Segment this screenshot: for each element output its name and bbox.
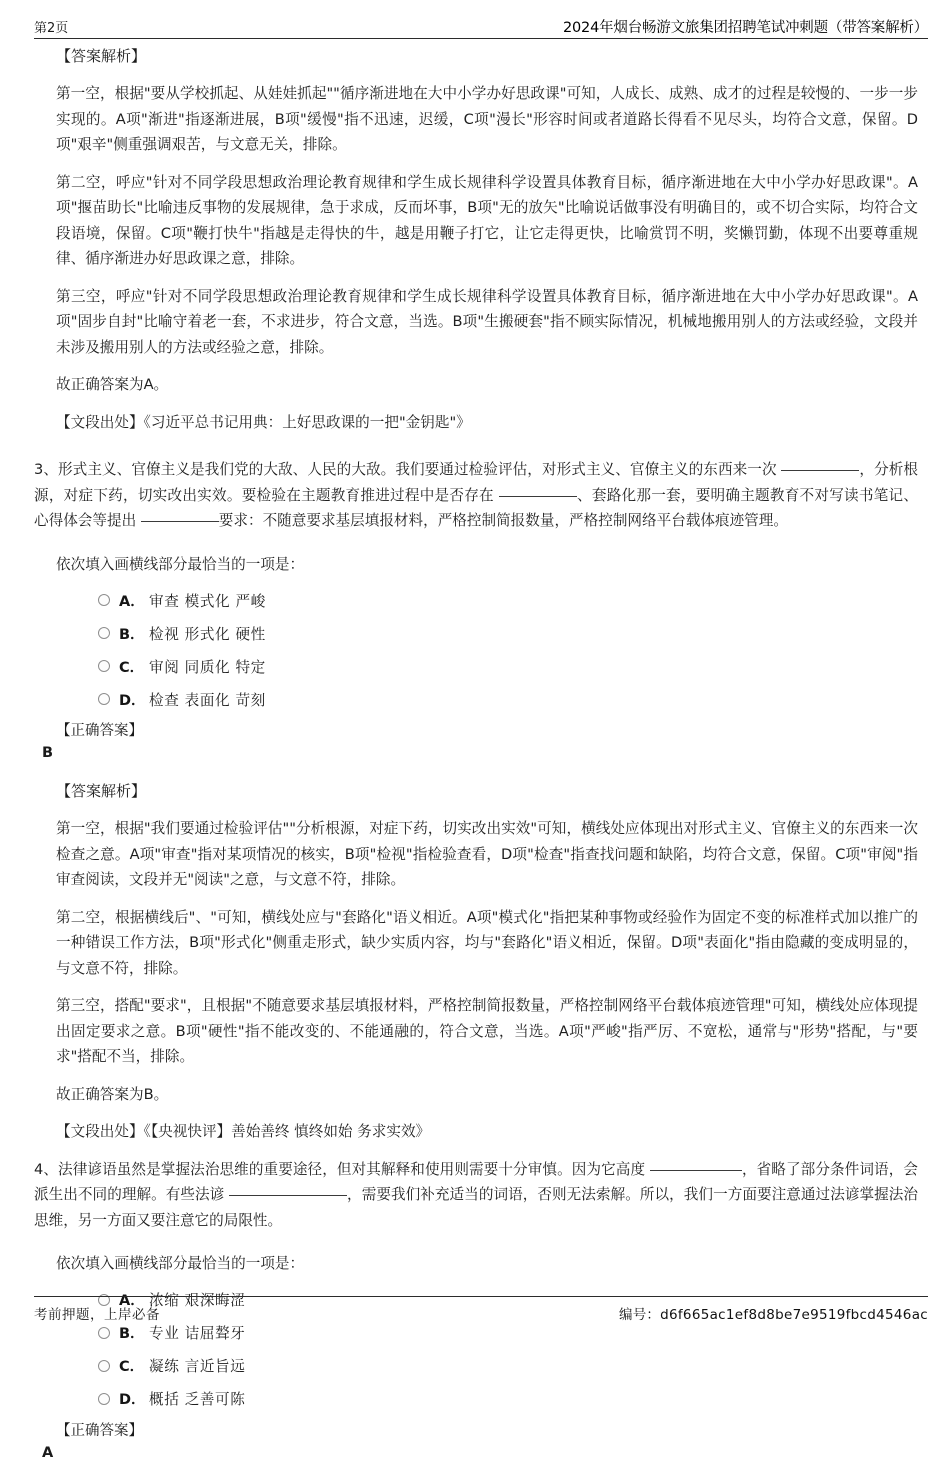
q3-stem-seg-3: 、套路化那一套，要明确主题教育不对写读书笔记、心得体会等提出 [34, 486, 918, 529]
page-number-label: 第2页 [34, 21, 69, 36]
spacer [34, 447, 918, 457]
option-text: 审阅 同质化 特定 [149, 658, 266, 676]
footer-code-value: d6f665ac1ef8d8be7e9519fbcd4546ac [660, 1307, 928, 1323]
option-text: 浓缩 艰深晦涩 [149, 1292, 246, 1309]
option-letter: A． [119, 593, 145, 610]
page-footer [34, 1296, 928, 1323]
option-letter: B． [119, 626, 145, 643]
option-letter: B． [119, 1326, 145, 1342]
radio-button-icon[interactable] [98, 1360, 110, 1372]
footer-code [619, 1303, 928, 1323]
question-3-answer-value: B [42, 745, 54, 761]
option-c[interactable] [98, 1353, 918, 1379]
option-d[interactable] [98, 1386, 918, 1412]
question-3-answer-label: 【正确答案】 [56, 723, 143, 739]
page-header [34, 10, 928, 39]
question-4-stem [34, 1157, 918, 1234]
option-letter: A． [119, 1293, 145, 1309]
q2-analysis-title: 【答案解析】 [56, 47, 147, 65]
q3-analysis-paragraph-1: 第一空，根据"我们要通过检验评估""分析根源，对症下药，切实改出实效"可知，横线处应体现出对形式主义、官僚主义的东西来一次检查之意。A项"审查"指对某项情况的核实，B项"检视"指检验查看，D项"检查"指查找问题和缺陷，均符合文意，保留。C项"审阅"指审查阅读，文段并无"阅读"之意，与文意不符，排除。 [56, 820, 918, 888]
option-b[interactable] [98, 1320, 918, 1346]
option-letter: D． [119, 1392, 146, 1408]
q2-analysis-paragraph-1: 第一空，根据"要从学校抓起、从娃娃抓起""循序渐进地在大中小学办好思政课"可知，人成长、成熟、成才的过程是较慢的、一步一步实现的。A项"渐进"指逐渐进展，B项"缓慢"指不迅速，迟缓，C项"漫长"形容时间或者道路长得看不见尽头，均符合文意，保留。D项"艰辛"侧重强调艰苦，与文意无关，排除。 [56, 85, 918, 153]
option-text: 检视 形式化 硬性 [149, 625, 266, 643]
radio-button-icon[interactable] [98, 1393, 110, 1405]
option-text: 概括 乏善可陈 [149, 1391, 246, 1408]
option-d[interactable] [98, 686, 918, 712]
q3-analysis-title: 【答案解析】 [56, 782, 147, 800]
q3-stem-seg-4: 要求：不随意要求基层填报材料，严格控制简报数量，严格控制网络平台载体痕迹管理。 [218, 512, 788, 529]
radio-button-icon[interactable] [98, 1327, 110, 1339]
footer-note: 考前押题，上岸必备 [34, 1307, 160, 1323]
question-4-answer-label: 【正确答案】 [56, 1422, 143, 1439]
q4-blank-1 [650, 1170, 742, 1171]
q3-blank-2 [499, 496, 577, 497]
option-letter: C． [119, 1359, 145, 1375]
document-content [34, 44, 918, 1479]
q2-source [56, 410, 918, 436]
document-title: 2024年烟台畅游文旅集团招聘笔试冲刺题（带答案解析） [563, 20, 928, 36]
question-4-answer-value: A [42, 1444, 54, 1461]
q4-blank-2 [229, 1195, 347, 1196]
q3-source-text: 《【央视快评】善始善终 慎终如始 务求实效》 [143, 1123, 431, 1140]
option-b[interactable] [98, 620, 918, 646]
option-text: 专业 诘屈聱牙 [149, 1325, 246, 1342]
q4-stem-seg-2: ，省略了部分条件词语，会派生出不同的理解。有些法谚 [34, 1160, 918, 1203]
footer-code-label: 编号： [619, 1307, 661, 1323]
q3-blank-1 [781, 470, 859, 471]
option-a[interactable] [98, 587, 918, 613]
option-c[interactable] [98, 653, 918, 679]
radio-button-icon[interactable] [98, 693, 110, 705]
q3-source-label: 【文段出处】 [56, 1123, 144, 1140]
option-text: 凝练 言近旨远 [149, 1358, 246, 1375]
option-letter: D． [119, 692, 146, 709]
q3-source [56, 1119, 918, 1145]
option-text: 审查 模式化 严峻 [149, 592, 266, 610]
radio-button-icon[interactable] [98, 660, 110, 672]
q4-stem-seg-3: ，需要我们补充适当的词语，否则无法索解。所以，我们一方面要注意通过法谚掌握法治思维，另一方面又要注意它的局限性。 [34, 1186, 918, 1229]
q2-analysis-paragraph-3: 第三空，呼应"针对不同学段思想政治理论教育规律和学生成长规律科学设置具体教育目标，循序渐进地在大中小学办好思政课"。A项"固步自封"比喻守着老一套，不求进步，符合文意，当选。B项"生搬硬套"指不顾实际情况，机械地搬用别人的方法或经验，文段并未涉及搬用别人的方法或经验之意，排除。 [56, 287, 918, 356]
q2-analysis-paragraph-2: 第二空，呼应"针对不同学段思想政治理论教育规律和学生成长规律科学设置具体教育目标，循序渐进地在大中小学办好思政课"。A项"揠苗助长"比喻违反事物的发展规律，急于求成，反而坏事，B项"无的放矢"比喻说话做事没有明确目的，或不切合实际，均符合文段语境，保留。C项"鞭打快牛"指越是走得快的牛，越是用鞭子打它，让它走得更快，比喻赏罚不明，奖懒罚勤，体现不出要尊重规律、循序渐进办好思政课之意，排除。 [56, 173, 918, 267]
option-letter: C． [119, 659, 145, 676]
q3-analysis-paragraph-2: 第二空，根据横线后"、"可知，横线处应与"套路化"语义相近。A项"模式化"指把某种事物或经验作为固定不变的标准样式加以推广的一种错误工作方法，B项"形式化"侧重走形式，缺少实质内容，均与"套路化"语义相近，保留。D项"表面化"指由隐藏的变成明显的，与文意不符，排除。 [56, 908, 918, 977]
q2-source-text: 《习近平总书记用典：上好思政课的一把"金钥匙"》 [143, 413, 471, 431]
q2-source-label: 【文段出处】 [56, 413, 144, 431]
q4-stem-seg-1: 4、法律谚语虽然是掌握法治思维的重要途径，但对其解释和使用则需要十分审慎。因为它高度 [34, 1160, 650, 1178]
q3-stem-seg-1: 3、形式主义、官僚主义是我们党的大敌、人民的大敌。我们要通过检验评估，对形式主义、官僚主义的东西来一次 [34, 461, 782, 478]
question-3-stem [34, 457, 918, 534]
q3-stem-seg-2: ，分析根源，对症下药，切实改出实效。要检验在主题教育推进过程中是否存在 [34, 461, 918, 504]
q3-analysis-paragraph-3: 第三空，搭配"要求"，且根据"不随意要求基层填报材料，严格控制简报数量，严格控制网络平台载体痕迹管理"可知，横线处应体现提出固定要求之意。B项"硬性"指不能改变的、不能通融的，符合文意，当选。A项"严峻"指严厉、不宽松，通常与"形势"搭配，与"要求"搭配不当，排除。 [56, 997, 918, 1065]
question-3-options [98, 587, 918, 712]
q2-conclusion: 故正确答案为A。 [56, 376, 169, 393]
question-3-prompt: 依次填入画横线部分最恰当的一项是： [56, 555, 305, 573]
q3-blank-3 [141, 521, 219, 522]
radio-button-icon[interactable] [98, 627, 110, 639]
radio-button-icon[interactable] [98, 594, 110, 606]
question-4-prompt: 依次填入画横线部分最恰当的一项是： [56, 1255, 305, 1272]
q3-conclusion: 故正确答案为B。 [56, 1085, 169, 1103]
option-text: 检查 表面化 苛刻 [149, 691, 266, 709]
